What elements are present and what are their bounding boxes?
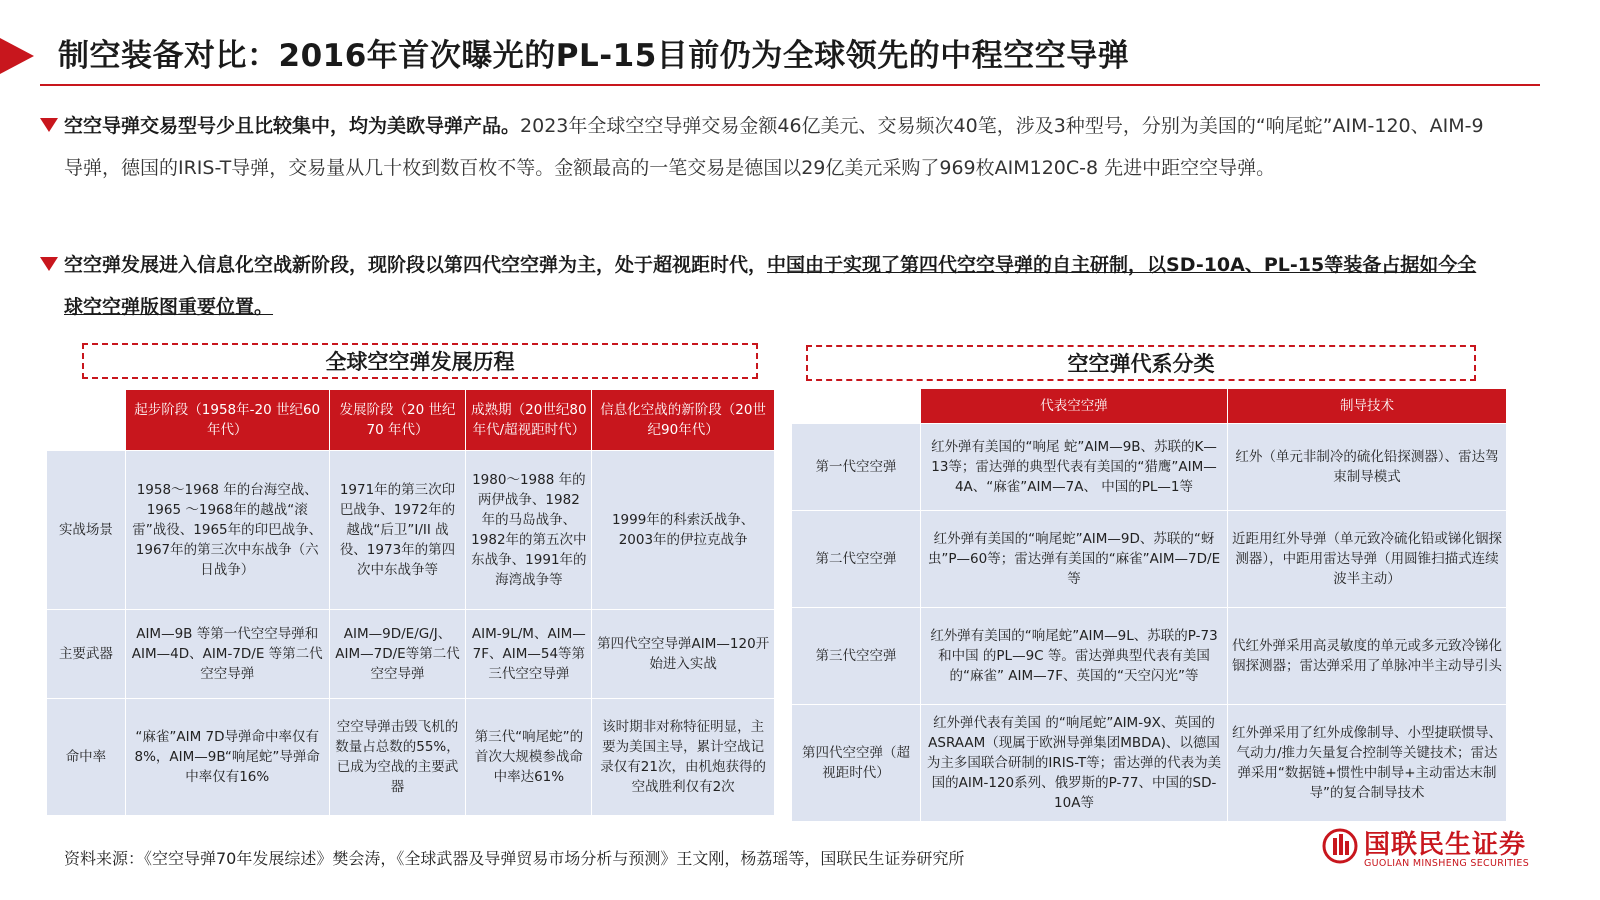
table-header-row (792, 389, 1506, 423)
table-cell: AIM—9D/E/G/J、AIM—7D/E等第二代空空导弹 (330, 610, 466, 698)
table-cell: 1999年的科索沃战争、2003年的伊拉克战争 (592, 451, 774, 609)
logo-mark-icon (1322, 828, 1358, 864)
company-logo (1322, 824, 1532, 884)
history-section-header (82, 343, 758, 379)
row-label: 实战场景 (47, 451, 125, 609)
table-cell: 空空导弹击毁飞机的数量占总数的55%，已成为空战的主要武器 (330, 699, 466, 815)
table-row (47, 451, 774, 609)
paragraph-development-lead: 空空弹发展进入信息化空战新阶段，现阶段以第四代空空弹为主，处于超视距时代， (64, 254, 768, 276)
table-row (792, 608, 1506, 704)
row-label: 第三代空空弹 (792, 608, 920, 704)
row-label: 主要武器 (47, 610, 125, 698)
paragraph-trade-body: 2023年全球空空导弹交易金额46亿美元、交易频次40笔，涉及3种型号，分别为美国的“响尾蛇”AIM-120、AIM-9 导弹，德国的IRIS-T导弹，交易量从几十枚到数百枚不等。金额最高的一笔交易是德国以29亿美元采购了969枚AIM120C-8 先进中距空空导弹。 (64, 115, 1484, 179)
paragraph-trade (64, 105, 1484, 189)
paragraph-trade-lead: 空空导弹交易型号少且比较集中，均为美欧导弹产品。 (64, 115, 521, 137)
table-row (792, 511, 1506, 607)
table-cell: 红外弹采用了红外成像制导、小型捷联惯导、气动力/推力矢量复合控制等关键技术；雷达弹采用“数据链+惯性中制导+主动雷达末制导”的复合制导技术 (1228, 705, 1506, 821)
row-label: 第四代空空弹（超视距时代） (792, 705, 920, 821)
table-row (792, 424, 1506, 510)
history-section-title: 全球空空弹发展历程 (325, 350, 515, 374)
bullet-marker (40, 257, 58, 271)
table-cell: 红外弹代表有美国 的“响尾蛇”AIM-9X、英国的ASRAAM（现属于欧洲导弹集团MBDA)、以德国为主多国联合研制的IRIS-T等；雷达弹的代表为美国的AIM-120系列、俄罗斯的P-77、中国的SD-10A等 (921, 705, 1227, 821)
column-header: 成熟期（20世纪80年代/超视距时代） (466, 390, 591, 450)
logo-subtitle: GUOLIAN MINSHENG SECURITIES (1364, 858, 1530, 869)
table-row (47, 610, 774, 698)
bullet-marker (40, 118, 58, 132)
table-cell: AIM-9L/M、AIM—7F、AIM—54等第三代空空导弹 (466, 610, 591, 698)
page-title: 制空装备对比：2016年首次曝光的PL-15目前仍为全球领先的中程空空导弹 (58, 38, 1130, 74)
table-cell: 红外弹有美国的“响尾蛇”AIM—9D、苏联的“蚜虫”P—60等；雷达弹有美国的“麻雀”AIM—7D/E等 (921, 511, 1227, 607)
table-cell: 红外（单元非制冷的硫化铅探测器）、雷达驾束制导模式 (1228, 424, 1506, 510)
paragraph-development-highlight: 中国由于实现了第四代空空导弹的自主研制，以SD-10A、PL-15等装备占据如今全球空空弹版图重要位置。 (64, 254, 1477, 318)
generation-section-title: 空空弹代系分类 (1067, 352, 1215, 376)
table-cell: 1971年的第三次印巴战争、1972年的越战“后卫”I/II 战役、1973年的第四次中东战争等 (330, 451, 466, 609)
row-label: 命中率 (47, 699, 125, 815)
table-cell: 1980～1988 年的两伊战争、1982 年的马岛战争、1982年的第五次中 东战争、1991年的海湾战争等 (466, 451, 591, 609)
table-cell: 该时期非对称特征明显，主要为美国主导，累计空战记录仅有21次，由机炮获得的空战胜利仅有2次 (592, 699, 774, 815)
table-cell: 代红外弹采用高灵敏度的单元或多元致冷锑化铟探测器；雷达弹采用了单脉冲半主动导引头 (1228, 608, 1506, 704)
table-cell: 第四代空空导弹AIM—120开始进入实战 (592, 610, 774, 698)
table-cell: “麻雀”AIM 7D导弹命中率仅有8%，AIM—9B“响尾蛇”导弹命中率仅有16% (126, 699, 329, 815)
source-note: 资料来源：《空空导弹70年发展综述》樊会涛，《全球武器及导弹贸易市场分析与预测》王文刚，杨荔瑶等，国联民生证券研究所 (64, 849, 965, 868)
paragraph-development (64, 244, 1484, 328)
table-corner (47, 390, 125, 450)
table-row (47, 699, 774, 815)
column-header: 信息化空战的新阶段（20世纪90年代） (592, 390, 774, 450)
table-cell: AIM—9B 等第一代空空导弹和AIM—4D、AIM-7D/E 等第二代空空导弹 (126, 610, 329, 698)
table-cell: 红外弹有美国的“响尾蛇”AIM—9L、苏联的P-73和中国 的PL—9C 等。雷达弹典型代表有美国的“麻雀” AIM—7F、英国的“天空闪光”等 (921, 608, 1227, 704)
title-marker (0, 38, 34, 74)
column-header: 制导技术 (1228, 389, 1506, 423)
table-cell: 近距用红外导弹（单元致冷硫化铅或锑化铟探测器），中距用雷达导弹（用圆锥扫描式连续波半主动） (1228, 511, 1506, 607)
row-label: 第一代空空弹 (792, 424, 920, 510)
column-header: 发展阶段（20 世纪70 年代） (330, 390, 466, 450)
table-cell: 1958～1968 年的台海空战、1965 ～1968年的越战“滚雷”战役、1965年的印巴战争、1967年的第三次中东战争（六日战争） (126, 451, 329, 609)
row-label: 第二代空空弹 (792, 511, 920, 607)
generation-section-header (806, 345, 1476, 381)
table-row (792, 705, 1506, 821)
title-divider (40, 84, 1540, 86)
table-cell: 第三代“响尾蛇”的首次大规模参战命中率达61% (466, 699, 591, 815)
history-table (46, 389, 775, 816)
table-header-row (47, 390, 774, 450)
generation-table (791, 388, 1507, 822)
logo-name: 国联民生证券 (1364, 830, 1527, 860)
column-header: 代表空空弹 (921, 389, 1227, 423)
table-cell: 红外弹有美国的“响尾 蛇”AIM—9B、苏联的K—13等；雷达弹的典型代表有美国的“猎鹰”AIM—4A、“麻雀”AIM—7A、 中国的PL—1等 (921, 424, 1227, 510)
table-corner (792, 389, 920, 423)
column-header: 起步阶段（1958年-20 世纪60年代） (126, 390, 329, 450)
